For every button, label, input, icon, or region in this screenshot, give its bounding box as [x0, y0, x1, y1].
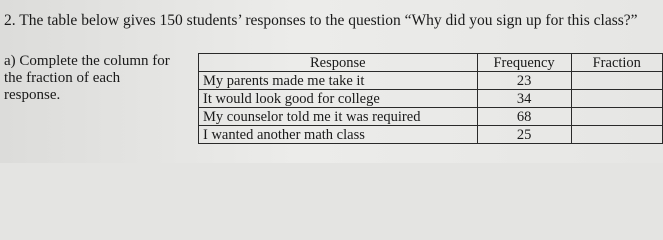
instruction-line-1: a) Complete the column for [4, 53, 170, 69]
header-fraction: Fraction [571, 54, 662, 72]
instruction-text [4, 53, 182, 104]
responses-table [198, 53, 663, 144]
instruction-line-2: the fraction of each [4, 70, 121, 86]
response-cell: My counselor told me it was required [199, 108, 478, 126]
frequency-cell: 25 [477, 126, 571, 144]
table-header-row [199, 54, 663, 72]
fraction-cell[interactable] [571, 72, 662, 90]
fraction-cell[interactable] [571, 90, 662, 108]
header-frequency: Frequency [477, 54, 571, 72]
response-cell: I wanted another math class [199, 126, 478, 144]
header-response: Response [199, 54, 478, 72]
response-cell: My parents made me take it [199, 72, 478, 90]
frequency-cell: 68 [477, 108, 571, 126]
table-row [199, 72, 663, 90]
table-row [199, 126, 663, 144]
response-cell: It would look good for college [199, 90, 478, 108]
question-text: 2. The table below gives 150 students’ responses to the question “Why did you sign up for this class?” [4, 12, 638, 29]
fraction-cell[interactable] [571, 108, 662, 126]
frequency-cell: 23 [477, 72, 571, 90]
frequency-cell: 34 [477, 90, 571, 108]
fraction-cell[interactable] [571, 126, 662, 144]
table-row [199, 90, 663, 108]
table-row [199, 108, 663, 126]
instruction-line-3: response. [4, 87, 61, 103]
